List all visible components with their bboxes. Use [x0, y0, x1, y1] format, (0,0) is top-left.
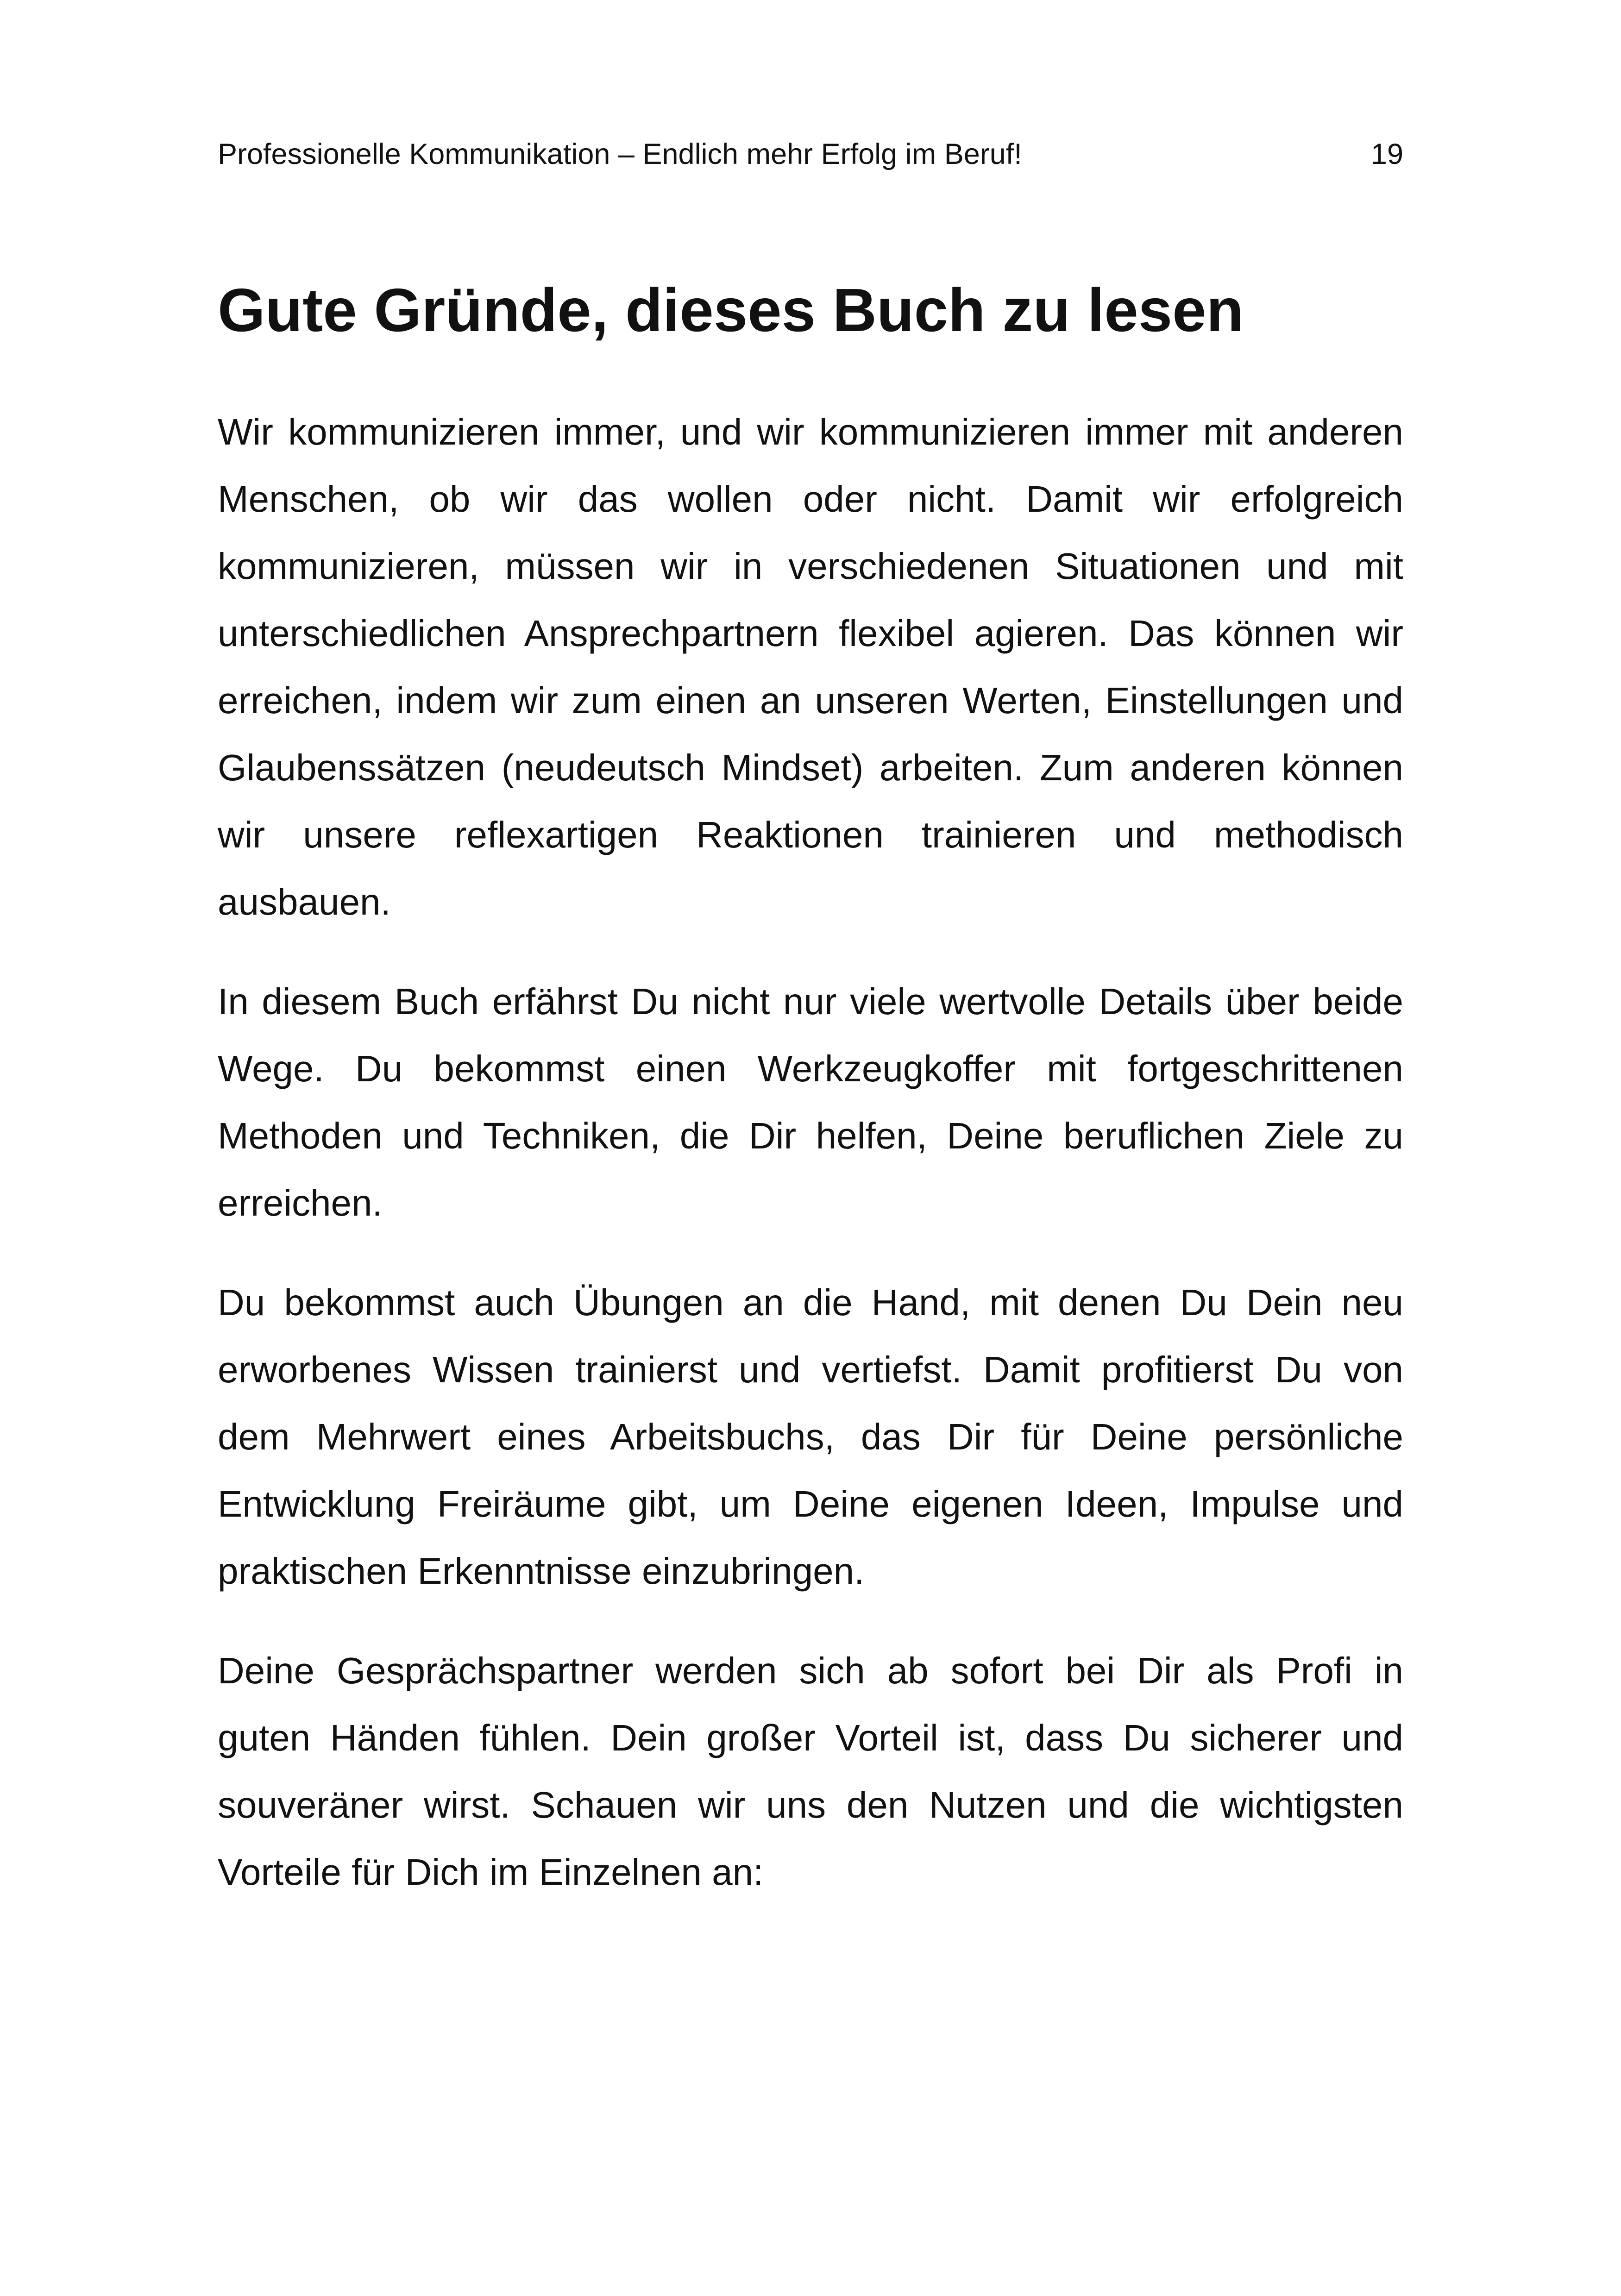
- text-line: wir unsere reflexartigen Reaktionen trainieren und methodisch: [218, 814, 1403, 855]
- paragraph-3: [218, 1269, 1403, 1605]
- paragraph-4: [218, 1637, 1403, 1906]
- text-line: Glaubenssätzen (neudeutsch Mindset) arbeiten. Zum anderen können: [218, 747, 1403, 788]
- running-header: [218, 136, 1403, 173]
- text-line: souveräner wirst. Schauen wir uns den Nutzen und die wichtigsten: [218, 1784, 1403, 1826]
- text-line: unterschiedlichen Ansprechpartnern flexibel agieren. Das können wir: [218, 613, 1403, 654]
- text-line: Du bekommst auch Übungen an die Hand, mit denen Du Dein neu: [218, 1282, 1403, 1323]
- text-line: ausbauen.: [218, 881, 391, 922]
- text-line: erreichen.: [218, 1182, 383, 1223]
- text-line: guten Händen fühlen. Dein großer Vorteil ist, dass Du sicherer und: [218, 1717, 1403, 1758]
- body-text: [218, 398, 1403, 1938]
- text-line: Menschen, ob wir das wollen oder nicht. Damit wir erfolgreich: [218, 478, 1403, 520]
- text-line: erreichen, indem wir zum einen an unseren Werten, Einstellungen und: [218, 680, 1403, 721]
- chapter-title: Gute Gründe, dieses Buch zu lesen: [218, 276, 1244, 344]
- text-line: Entwicklung Freiräume gibt, um Deine eigenen Ideen, Impulse und: [218, 1483, 1403, 1524]
- text-line: In diesem Buch erfährst Du nicht nur viele wertvolle Details über beide: [218, 981, 1403, 1022]
- text-line: kommunizieren, müssen wir in verschiedenen Situationen und mit: [218, 546, 1403, 587]
- text-line: Wir kommunizieren immer, und wir kommunizieren immer mit anderen: [218, 411, 1403, 452]
- text-line: dem Mehrwert eines Arbeitsbuchs, das Dir für Deine persönliche: [218, 1416, 1403, 1457]
- paragraph-2: [218, 968, 1403, 1236]
- running-title: Professionelle Kommunikation – Endlich mehr Erfolg im Beruf!: [218, 138, 1022, 170]
- text-line: Vorteile für Dich im Einzelnen an:: [218, 1851, 764, 1893]
- text-line: Deine Gesprächspartner werden sich ab sofort bei Dir als Profi in: [218, 1650, 1403, 1691]
- text-line: Wege. Du bekommst einen Werkzeugkoffer mit fortgeschrittenen: [218, 1048, 1403, 1089]
- text-line: praktischen Erkenntnisse einzubringen.: [218, 1550, 865, 1592]
- text-line: Methoden und Techniken, die Dir helfen, Deine beruflichen Ziele zu: [218, 1115, 1403, 1156]
- text-line: erworbenes Wissen trainierst und vertiefst. Damit profitierst Du von: [218, 1349, 1403, 1390]
- page-number: 19: [1370, 138, 1403, 170]
- paragraph-1: [218, 398, 1403, 935]
